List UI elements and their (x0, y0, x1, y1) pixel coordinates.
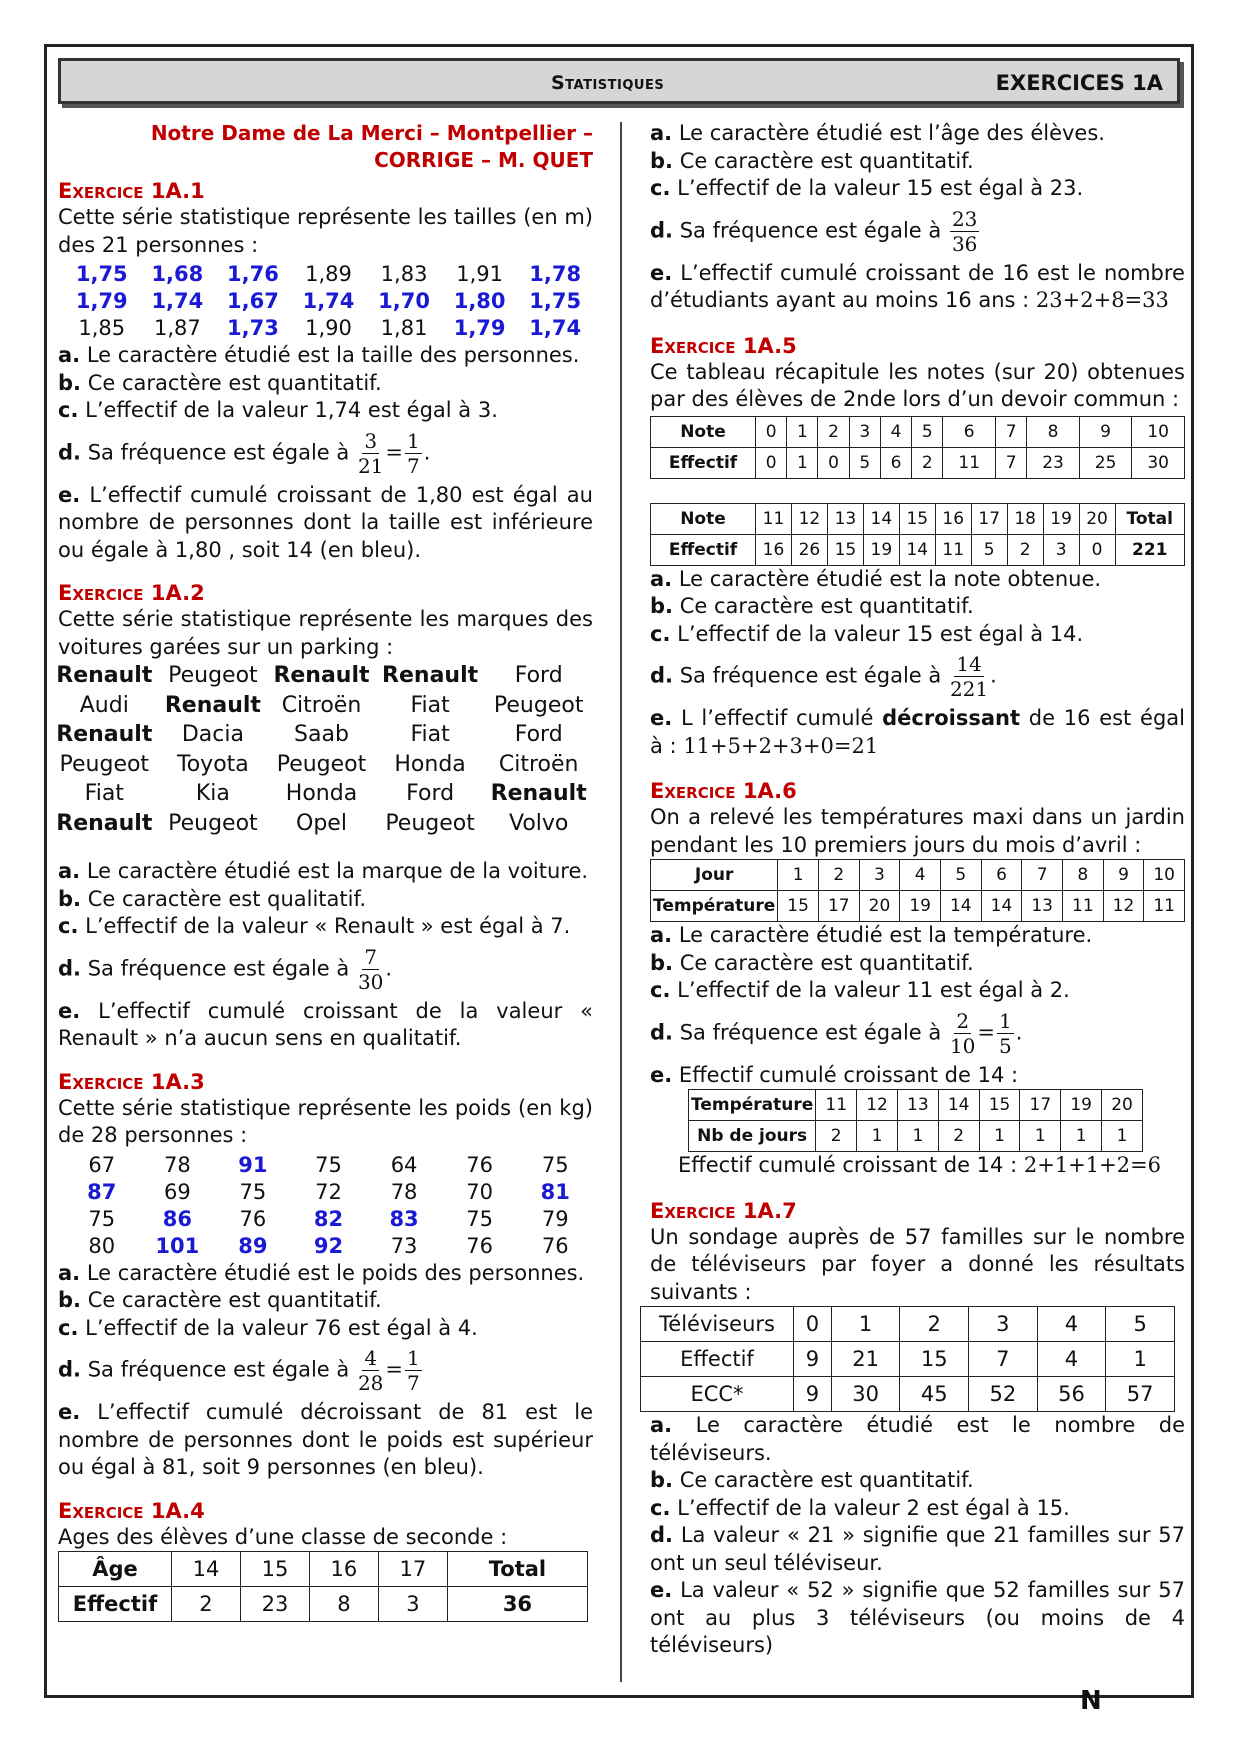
temp-cell: 9 (1103, 860, 1144, 891)
tempsub-cell: 17 (1020, 1090, 1061, 1121)
height-value: 1,76 (227, 262, 279, 286)
temp-cell: 8 (1062, 860, 1103, 891)
exercise-3-intro: Cette série statistique représente les poids (en kg) de 28 personnes : (58, 1095, 593, 1147)
height-value: 1,81 (380, 316, 428, 340)
notes2-cell: Effectif (651, 534, 756, 565)
ex7-e: e. La valeur « 52 » signifie que 52 familles sur 57 ont au plus 3 téléviseurs (ou moins de 4 téléviseurs) (650, 1578, 1185, 1657)
footer-mark: N (1080, 1686, 1102, 1716)
height-value: 1,87 (153, 316, 201, 340)
weight-value: 83 (389, 1206, 419, 1231)
weight-value: 91 (238, 1152, 268, 1177)
temp-cell: 11 (1062, 891, 1103, 922)
weight-value: 78 (390, 1179, 418, 1204)
height-value: 1,70 (378, 289, 430, 313)
temp-cell: 10 (1144, 860, 1185, 891)
notes2-cell: 11 (756, 503, 792, 534)
weight-value: 82 (313, 1206, 344, 1231)
height-value: 1,80 (453, 289, 506, 313)
ex2-d: d. Sa fréquence est égale à $\frac{7}{30}$ . (58, 944, 393, 994)
height-value: 1,75 (75, 262, 128, 286)
notes2-cell: 19 (863, 534, 899, 565)
car-brand: Saab (294, 722, 349, 747)
ex1-e: e. L’effectif cumulé croissant de 1,80 est égal au nombre de personnes dont la taille est inférieure ou égale à 1,80 , soit 14 (en bleu). (58, 482, 593, 562)
temperature-table (650, 859, 1185, 922)
tv-cell: 45 (900, 1377, 969, 1412)
weight-value: 75 (466, 1206, 493, 1231)
weight-value: 75 (88, 1206, 116, 1231)
weight-value: 87 (87, 1179, 117, 1204)
notes2-cell: 15 (827, 534, 863, 565)
tempsub-cell: 13 (897, 1090, 938, 1121)
left-column (58, 120, 593, 1622)
notes1-row (651, 447, 1185, 478)
notes1-cell: 9 (1079, 416, 1132, 447)
car-brand: Volvo (508, 810, 569, 836)
ages-row (59, 1552, 588, 1587)
tv-cell: 52 (969, 1377, 1038, 1412)
school-name (58, 120, 593, 174)
height-value: 1,79 (75, 289, 128, 313)
weight-value: 67 (88, 1152, 116, 1177)
notes2-cell: 19 (1043, 503, 1079, 534)
height-value: 1,79 (453, 316, 506, 340)
ex5-d: d. Sa fréquence est égale à $\frac{14}{221}$ . (650, 652, 997, 701)
exercise-6-intro: On a relevé les températures maxi dans un jardin pendant les 10 premiers jours du mois d’avril : (650, 805, 1185, 857)
tv-cell: 1 (831, 1307, 900, 1342)
height-value: 1,74 (151, 289, 204, 313)
tv-cell: 56 (1037, 1377, 1106, 1412)
tv-cell: 5 (1106, 1307, 1175, 1342)
ex3-a: a. Le caractère étudié est le poids des personnes. (58, 1260, 585, 1285)
ex5-a: a. Le caractère étudié est la note obtenue. (650, 566, 1102, 591)
weight-value: 75 (541, 1152, 569, 1177)
weight-value: 69 (163, 1179, 191, 1204)
notes2-cell: 13 (827, 503, 863, 534)
tv-cell: 4 (1037, 1307, 1106, 1342)
weight-value: 73 (390, 1233, 418, 1258)
tempsub-cell: Température (689, 1090, 816, 1121)
ex1-c: c. L’effectif de la valeur 1,74 est égal à 3. (58, 398, 498, 422)
tv-row (641, 1307, 1175, 1342)
notes2-cell: Total (1115, 503, 1184, 534)
weight-value: 76 (541, 1233, 569, 1258)
tempsub-cell: 20 (1102, 1090, 1143, 1121)
notes2-row (651, 503, 1185, 534)
tempsub-cell: 12 (857, 1090, 898, 1121)
temp-cell: 5 (940, 860, 981, 891)
car-brand: Fiat (410, 692, 450, 718)
weight-value: 72 (315, 1179, 342, 1204)
car-brand: Peugeot (276, 751, 367, 777)
car-brand: Renault (164, 692, 261, 718)
tv-row (641, 1377, 1175, 1412)
tempsub-cell: 15 (979, 1090, 1020, 1121)
notes2-cell: 221 (1115, 534, 1184, 565)
notes1-cell: 0 (756, 447, 787, 478)
weight-value: 89 (238, 1233, 268, 1258)
tempsub-cell: 1 (1020, 1121, 1061, 1152)
notes1-cell: 30 (1132, 447, 1185, 478)
exercise-5-intro: Ce tableau récapitule les notes (sur 20) obtenues par des élèves de 2nde lors d’un devoir commun : (650, 359, 1185, 411)
weight-value: 64 (390, 1152, 418, 1177)
temp-cell: 19 (900, 891, 941, 922)
ages-cell: 2 (172, 1587, 241, 1622)
car-brand: Renault (56, 810, 153, 836)
tv-cell: 1 (1106, 1342, 1175, 1377)
car-brand: Toyota (177, 751, 249, 777)
school-line2: CORRIGE – M. QUET (374, 148, 593, 172)
temp-cell: Jour (651, 860, 778, 891)
car-brand: Peugeot (168, 810, 258, 836)
height-value: 1,75 (529, 289, 582, 313)
notes1-cell: 2 (818, 416, 849, 447)
exercise-1-intro: Cette série statistique représente les tailles (en m) des 21 personnes : (58, 205, 593, 257)
exercise-1-title: Exercice 1A.1 (58, 179, 205, 203)
tempsub-row (689, 1090, 1143, 1121)
ex1-frac1: $\frac{3}{21}$ (357, 428, 384, 478)
tv-cell: 15 (900, 1342, 969, 1377)
ex4-d: d. Sa fréquence est égale à $\frac{23}{36}$ (650, 206, 978, 256)
ages-cell: 16 (309, 1552, 378, 1587)
exercise-2-intro: Cette série statistique représente les marques des voitures garées sur un parking : (58, 607, 593, 659)
car-brand: Dacia (181, 722, 244, 747)
weight-value: 76 (466, 1233, 493, 1258)
car-brand: Opel (296, 810, 347, 836)
exercise-4-intro: Ages des élèves d’une classe de seconde : (58, 1524, 508, 1549)
exercise-5-title: Exercice 1A.5 (650, 333, 797, 358)
temp-row (651, 860, 1185, 891)
notes1-cell: 23 (1027, 447, 1080, 478)
car-brand: Renault (56, 722, 153, 747)
exercise-3-title: Exercice 1A.3 (58, 1069, 205, 1094)
tv-cell: 9 (794, 1342, 832, 1377)
notes2-cell: 14 (863, 503, 899, 534)
right-column (650, 120, 1185, 1660)
tempsub-cell: 19 (1061, 1090, 1102, 1121)
car-brand: Ford (514, 663, 563, 688)
notes-table-1 (650, 416, 1185, 479)
ex7-d: d. La valeur « 21 » signifie que 21 familles sur 57 ont un seul téléviseur. (650, 1523, 1185, 1575)
car-brand: Citroën (281, 692, 362, 718)
temp-cell: 14 (981, 891, 1022, 922)
notes2-cell: Note (651, 503, 756, 534)
car-brand: Fiat (410, 722, 450, 747)
car-brand: Renault (56, 663, 153, 688)
height-value: 1,85 (78, 316, 126, 340)
notes2-cell: 0 (1079, 534, 1115, 565)
exercise-6-title: Exercice 1A.6 (650, 779, 797, 803)
heights-grid (64, 261, 593, 342)
height-value: 1,91 (456, 262, 504, 286)
weight-value: 101 (155, 1233, 200, 1258)
weight-value: 78 (163, 1152, 191, 1177)
ex2-frac: $\frac{7}{30}$ (357, 944, 384, 994)
tempsub-row (689, 1121, 1143, 1152)
ex1-d: d. Sa fréquence est égale à $\frac{3}{21}$ = $\frac{1}{7}$ . (58, 428, 431, 478)
notes2-cell: 2 (1007, 534, 1043, 565)
temp-cell: 2 (818, 860, 859, 891)
ex1-frac2: $\frac{1}{7}$ (407, 428, 420, 478)
header-title: Statistiques (551, 72, 665, 94)
tempsub-cell: Nb de jours (689, 1121, 816, 1152)
notes2-cell: 20 (1079, 503, 1115, 534)
car-brand: Renault (490, 781, 587, 806)
ex6-b: b. Ce caractère est quantitatif. (650, 950, 974, 975)
temp-cell: 6 (981, 860, 1022, 891)
notes2-cell: 17 (971, 503, 1007, 534)
car-brand: Renault (382, 663, 479, 688)
car-brand: Honda (394, 751, 466, 777)
notes2-cell: 11 (935, 534, 971, 565)
car-brand: Honda (285, 781, 358, 806)
notes1-cell: 4 (880, 416, 911, 447)
temp-cell: 15 (778, 891, 819, 922)
tv-cell: 3 (969, 1307, 1038, 1342)
ex2-a: a. Le caractère étudié est la marque de la voiture. (58, 859, 589, 883)
temp-cell: 20 (859, 891, 900, 922)
tv-cell: Téléviseurs (641, 1307, 794, 1342)
ex1-a: a. Le caractère étudié est la taille des personnes. (58, 343, 580, 367)
temperature-subtable (688, 1089, 1143, 1152)
ages-cell: 15 (240, 1552, 309, 1587)
height-value: 1,73 (227, 316, 279, 340)
tv-table (640, 1306, 1175, 1412)
ages-cell: Total (447, 1552, 587, 1587)
notes1-cell: 10 (1132, 416, 1185, 447)
notes2-cell: 16 (756, 534, 792, 565)
weight-value: 86 (162, 1206, 192, 1231)
ex2-b: b. Ce caractère est qualitatif. (58, 886, 367, 911)
tv-cell: 0 (794, 1307, 832, 1342)
weight-value: 70 (466, 1179, 493, 1204)
notes1-row (651, 416, 1185, 447)
notes2-cell: 16 (935, 503, 971, 534)
ex6-e-after: Effectif cumulé croissant de 14 : 2+1+1+2=6 (678, 1153, 1162, 1177)
weight-value: 75 (315, 1152, 342, 1177)
ex5-c: c. L’effectif de la valeur 15 est égal à 14. (650, 621, 1084, 646)
notes1-cell: 2 (912, 447, 943, 478)
temp-cell: 13 (1022, 891, 1063, 922)
tempsub-cell: 1 (857, 1121, 898, 1152)
notes2-cell: 3 (1043, 534, 1079, 565)
car-brand: Peugeot (493, 692, 584, 718)
height-value: 1,67 (227, 289, 279, 313)
notes1-cell: 1 (787, 447, 818, 478)
temp-cell: 11 (1144, 891, 1185, 922)
weight-value: 79 (541, 1206, 569, 1231)
temp-cell: 4 (900, 860, 941, 891)
notes2-cell: 12 (791, 503, 827, 534)
notes1-cell: 8 (1027, 416, 1080, 447)
tv-cell: 57 (1106, 1377, 1175, 1412)
height-value: 1,90 (305, 316, 352, 340)
ages-cell: 3 (378, 1587, 447, 1622)
temp-cell: 17 (818, 891, 859, 922)
tv-cell: 2 (900, 1307, 969, 1342)
tempsub-cell: 2 (938, 1121, 979, 1152)
ex6-frac2: $\frac{1}{5}$ (999, 1008, 1012, 1058)
ex3-b: b. Ce caractère est quantitatif. (58, 1288, 382, 1312)
ex5-b: b. Ce caractère est quantitatif. (650, 594, 974, 618)
ex6-a: a. Le caractère étudié est la température. (650, 923, 1093, 947)
car-brand: Ford (514, 722, 563, 747)
notes2-cell: 26 (791, 534, 827, 565)
car-brand: Kia (195, 781, 230, 806)
height-value: 1,83 (380, 262, 428, 286)
car-brand: Ford (406, 781, 455, 806)
tempsub-cell: 1 (1102, 1121, 1143, 1152)
exercise-4-title: Exercice 1A.4 (58, 1498, 205, 1523)
notes2-cell: 15 (899, 503, 935, 534)
temp-row (651, 891, 1185, 922)
tempsub-cell: 1 (1061, 1121, 1102, 1152)
notes1-cell: 5 (849, 447, 880, 478)
notes-table-2 (650, 503, 1185, 566)
ex6-e: e. Effectif cumulé croissant de 14 : (650, 1062, 1019, 1087)
temp-cell: 1 (778, 860, 819, 891)
ex2-c: c. L’effectif de la valeur « Renault » est égal à 7. (58, 914, 571, 938)
exercise-7-intro: Un sondage auprès de 57 familles sur le nombre de téléviseurs par foyer a donné les résultats suivants : (650, 1224, 1185, 1304)
height-value: 1,89 (305, 262, 352, 286)
notes2-cell: 5 (971, 534, 1007, 565)
ex7-b: b. Ce caractère est quantitatif. (650, 1468, 974, 1492)
school-line1: Notre Dame de La Merci – Montpellier – (150, 121, 593, 145)
notes1-cell: 0 (818, 447, 849, 478)
ex4-b: b. Ce caractère est quantitatif. (650, 148, 974, 173)
ages-table (58, 1551, 588, 1622)
temp-cell: 12 (1103, 891, 1144, 922)
notes1-cell: Note (651, 416, 756, 447)
ex6-d: d. Sa fréquence est égale à $\frac{2}{10}$ = $\frac{1}{5}$ . (650, 1008, 1023, 1058)
car-brand: Peugeot (168, 663, 258, 688)
ages-cell: Effectif (59, 1587, 172, 1622)
tempsub-cell: 11 (816, 1090, 857, 1121)
weight-value: 92 (313, 1233, 344, 1258)
height-value: 1,78 (529, 262, 582, 286)
tv-cell: Effectif (641, 1342, 794, 1377)
ex3-c: c. L’effectif de la valeur 76 est égal à 4. (58, 1315, 478, 1340)
weight-value: 75 (239, 1179, 267, 1204)
car-brand: Fiat (84, 781, 124, 806)
tempsub-cell: 2 (816, 1121, 857, 1152)
notes1-cell: 7 (995, 416, 1026, 447)
car-brand: Peugeot (59, 751, 150, 777)
temp-cell: 14 (940, 891, 981, 922)
ex3-frac2: $\frac{1}{7}$ (407, 1346, 420, 1395)
ex1-b: b. Ce caractère est quantitatif. (58, 370, 382, 395)
notes2-cell: 14 (899, 534, 935, 565)
ex4-a: a. Le caractère étudié est l’âge des élèves. (650, 121, 1105, 145)
notes1-cell: 7 (995, 447, 1026, 478)
ex7-c: c. L’effectif de la valeur 2 est égal à 15. (650, 1495, 1070, 1520)
notes1-cell: 11 (943, 447, 996, 478)
notes1-cell: 0 (756, 416, 787, 447)
weight-value: 81 (540, 1179, 570, 1204)
ex5-frac: $\frac{14}{221}$ (949, 652, 989, 701)
weight-value: 80 (88, 1233, 116, 1258)
height-value: 1,74 (302, 289, 355, 313)
notes1-cell: 6 (880, 447, 911, 478)
notes1-cell: 6 (943, 416, 996, 447)
ex6-c: c. L’effectif de la valeur 11 est égal à 2. (650, 978, 1070, 1002)
ex3-d: d. Sa fréquence est égale à $\frac{4}{28}$ = $\frac{1}{7}$ (58, 1346, 420, 1395)
ex7-a: a. Le caractère étudié est le nombre de téléviseurs. (650, 1413, 1185, 1465)
car-brand: Audi (79, 692, 129, 718)
tv-cell: 21 (831, 1342, 900, 1377)
weight-value: 76 (466, 1152, 493, 1177)
notes2-cell: 18 (1007, 503, 1043, 534)
header-section: EXERCICES 1A (995, 71, 1163, 95)
ages-cell: 17 (378, 1552, 447, 1587)
ex4-c: c. L’effectif de la valeur 15 est égal à 23. (650, 176, 1084, 200)
ex5-e: e. L l’effectif cumulé décroissant de 16 est égal à : 11+5+2+3+0=21 (650, 706, 1185, 758)
ex6-frac1: $\frac{2}{10}$ (949, 1008, 976, 1058)
temp-cell: 3 (859, 860, 900, 891)
notes2-row (651, 534, 1185, 565)
weights-grid (64, 1152, 593, 1260)
ex3-e: e. L’effectif cumulé décroissant de 81 est le nombre de personnes dont le poids est supérieur ou égal à 81, soit 9 personnes (en bleu). (58, 1400, 593, 1479)
tv-cell: 4 (1037, 1342, 1106, 1377)
exercise-7-title: Exercice 1A.7 (650, 1198, 797, 1223)
ages-cell: 14 (172, 1552, 241, 1587)
column-divider (620, 122, 622, 1682)
notes1-cell: 3 (849, 416, 880, 447)
tempsub-cell: 1 (979, 1121, 1020, 1152)
car-brand: Renault (273, 663, 370, 688)
page-header (58, 58, 1180, 104)
ex4-frac: $\frac{23}{36}$ (951, 206, 978, 256)
notes1-cell: Effectif (651, 447, 756, 478)
ages-cell: 23 (240, 1587, 309, 1622)
tv-cell: 7 (969, 1342, 1038, 1377)
ages-cell: 36 (447, 1587, 587, 1622)
height-value: 1,74 (529, 316, 582, 340)
tv-row (641, 1342, 1175, 1377)
notes1-cell: 5 (912, 416, 943, 447)
temp-cell: 7 (1022, 860, 1063, 891)
notes1-cell: 25 (1079, 447, 1132, 478)
temp-cell: Température (651, 891, 778, 922)
cars-grid (50, 661, 593, 838)
tv-cell: 30 (831, 1377, 900, 1412)
ages-row (59, 1587, 588, 1622)
ex2-e: e. L’effectif cumulé croissant de la valeur « Renault » n’a aucun sens en qualitatif. (58, 998, 593, 1050)
tv-cell: ECC* (641, 1377, 794, 1412)
tempsub-cell: 14 (938, 1090, 979, 1121)
ex3-frac1: $\frac{4}{28}$ (357, 1346, 384, 1395)
weight-value: 76 (239, 1206, 267, 1231)
ages-cell: Âge (59, 1552, 172, 1587)
height-value: 1,68 (151, 262, 204, 286)
notes1-cell: 1 (787, 416, 818, 447)
car-brand: Peugeot (385, 810, 475, 836)
ex4-e: e. L’effectif cumulé croissant de 16 est le nombre d’étudiants ayant au moins 16 ans : 23+2+8=33 (650, 260, 1185, 312)
tv-cell: 9 (794, 1377, 832, 1412)
tempsub-cell: 1 (897, 1121, 938, 1152)
ages-cell: 8 (309, 1587, 378, 1622)
car-brand: Citroën (498, 751, 579, 777)
exercise-2-title: Exercice 1A.2 (58, 581, 205, 605)
